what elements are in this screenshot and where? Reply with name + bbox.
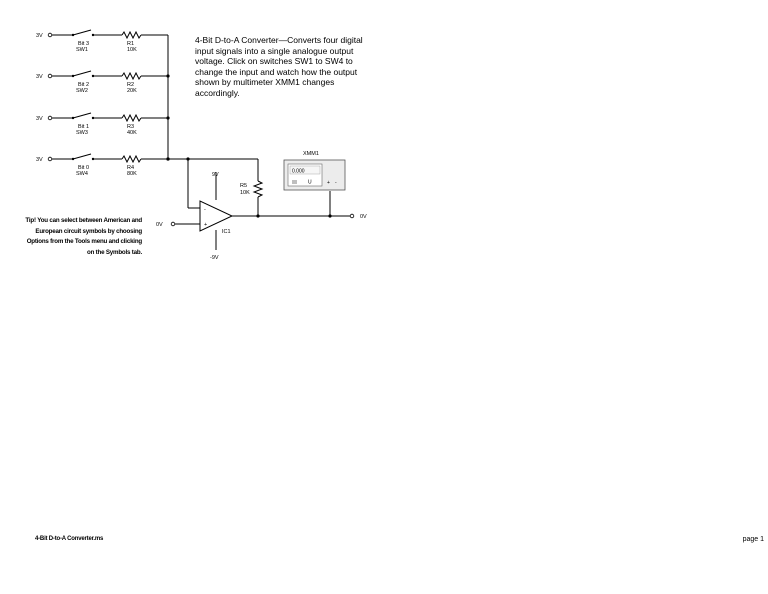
resistor-r5[interactable] [254, 181, 262, 197]
resistor-value: 20K [127, 88, 137, 94]
switch-label: SW2 [76, 88, 88, 94]
resistor-r1[interactable] [122, 32, 141, 38]
resistor-ref: R1 [127, 41, 135, 47]
opamp-input-terminal[interactable] [171, 222, 175, 226]
switch-label: SW1 [76, 47, 88, 53]
source-label: 3V [36, 157, 43, 163]
resistor-ref: R4 [127, 165, 135, 171]
bit-label: Bit 0 [78, 165, 90, 171]
opamp-vpos: 9V [212, 172, 219, 178]
resistor-value: 40K [127, 130, 137, 136]
switch-label: SW3 [76, 130, 88, 136]
resistor-r2[interactable] [122, 73, 141, 79]
output-terminal[interactable] [350, 214, 354, 218]
switch-label: SW4 [76, 171, 88, 177]
opamp-minus: - [204, 207, 206, 213]
source-label: 3V [36, 116, 43, 122]
resistor-value: 80K [127, 171, 137, 177]
output-label: 0V [360, 214, 367, 220]
resistor-value: 10K [127, 47, 137, 53]
bit-label: Bit 3 [78, 41, 90, 47]
opamp-plus: + [204, 222, 208, 228]
bit-row [36, 154, 170, 177]
r5-ref: R5 [240, 183, 248, 189]
resistor-ref: R2 [127, 82, 135, 88]
svg-text:U: U [308, 179, 312, 186]
multimeter-display: 0.000 [292, 168, 305, 175]
switch-sw3[interactable] [73, 113, 91, 118]
circuit-description: 4-Bit D-to-A Converter—Converts four digital input signals into a single analogue output voltage. Click on switches SW1 to SW4 to change the input and watch how the output shown by multimeter XMM1 changes accordingly. [195, 35, 363, 98]
symbols-tip: Tip! You can select between American and European circuit symbols by choosing Options from the Tools menu and clicking on the Symbols tab. [25, 217, 142, 256]
footer-filename: 4-Bit D-to-A Converter.ms [35, 536, 104, 542]
bit-row [36, 30, 168, 53]
multimeter-minus: - [335, 180, 337, 186]
source-terminal[interactable] [48, 33, 52, 37]
source-label: 3V [36, 74, 43, 80]
bit-row [36, 71, 170, 94]
source-label: 3V [36, 33, 43, 39]
multimeter-plus: + [327, 180, 330, 186]
source-terminal[interactable] [48, 157, 52, 161]
opamp-ref: IC1 [222, 229, 231, 235]
bit-label: Bit 2 [78, 82, 90, 88]
source-terminal[interactable] [48, 116, 52, 120]
resistor-r3[interactable] [122, 115, 141, 121]
opamp-vneg: -9V [210, 255, 219, 261]
footer-page-number: page 1 [742, 536, 764, 543]
switch-sw1[interactable] [73, 30, 91, 35]
multimeter-xmm1[interactable] [284, 160, 345, 190]
multimeter-ref: XMM1 [303, 151, 319, 157]
r5-value: 10K [240, 190, 250, 196]
bit-row [36, 113, 170, 136]
resistor-ref: R3 [127, 124, 135, 130]
bit-label: Bit 1 [78, 124, 90, 130]
resistor-r4[interactable] [122, 156, 141, 162]
source-terminal[interactable] [48, 74, 52, 78]
opamp-input-label: 0V [156, 222, 163, 228]
switch-sw2[interactable] [73, 71, 91, 76]
switch-sw4[interactable] [73, 154, 91, 159]
